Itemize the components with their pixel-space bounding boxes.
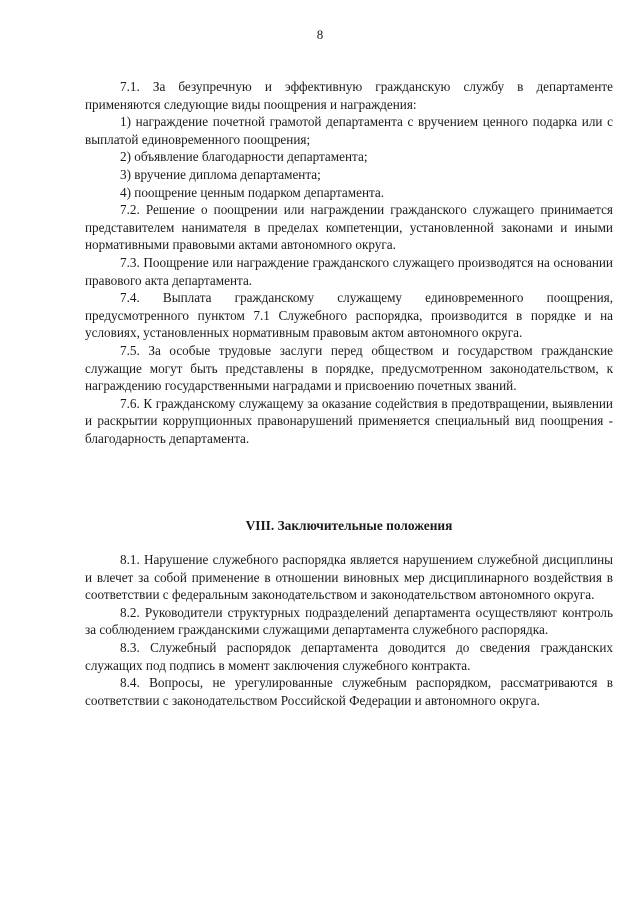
section-7-body [85,78,613,447]
paragraph-8-1: 8.1. Нарушение служебного распорядка является нарушением служебной дисциплины и влечет за собой применение в отношении виновных мер дисциплинарного воздействия в соответствии с федеральным законодательством и законодательством автономного округа. [85,552,613,603]
paragraph-7-6: 7.6. К гражданскому служащему за оказание содействия в предотвращении, выявлении и раскрытии коррупционных правонарушений применяется специальный вид поощрения - благодарность департамента. [85,395,613,446]
paragraph-7-3: 7.3. Поощрение или награждение гражданского служащего производятся на основании правового акта департамента. [85,254,613,288]
paragraph-8-4: 8.4. Вопросы, не урегулированные служебным распорядком, рассматриваются в соответствии с законодательством Российской Федерации и автономного округа. [85,675,613,708]
paragraph-8-3: 8.3. Служебный распорядок департамента доводится до сведения гражданских служащих под подпись в момент заключения служебного контракта. [85,639,613,673]
list-item-3: 3) вручение диплома департамента; [120,166,321,182]
section-8-heading-block [85,517,613,535]
paragraph-8-2: 8.2. Руководители структурных подразделений департамента осуществляют контроль за соблюдением гражданскими служащими департамента служебного распорядка. [85,604,613,638]
list-item-2: 2) объявление благодарности департамента; [120,149,368,165]
paragraph-7-1: 7.1. За безупречную и эффективную гражданскую службу в департаменте применяются следующие виды поощрения и награждения: [85,79,613,112]
paragraph-7-4: 7.4. Выплата гражданскому служащему единовременного поощрения, предусмотренного пунктом 7.1 Служебного распорядка, производится в порядке и на условиях, установленных нормативным правовым актом автономного округа. [85,290,613,341]
section-8-body [85,551,613,709]
page-number: 8 [316,27,324,42]
list-item-4: 4) поощрение ценным подарком департамента. [120,184,385,200]
section-heading: VIII. Заключительные положения [245,518,453,533]
paragraph-7-5: 7.5. За особые трудовые заслуги перед обществом и государством гражданские служащие могут быть представлены в порядке, предусмотренном законодательством, к награждению государственными наградами и присвоению почетных званий. [85,342,613,394]
list-item-1: 1) награждение почетной грамотой департамента с вручением ценного подарка или с выплатой единовременного поощрения; [85,114,613,147]
paragraph-7-2: 7.2. Решение о поощрении или награждении гражданского служащего принимается представителем нанимателя в пределах компетенции, установленной законами и иными нормативными правовыми актами автономного округа. [85,202,613,253]
